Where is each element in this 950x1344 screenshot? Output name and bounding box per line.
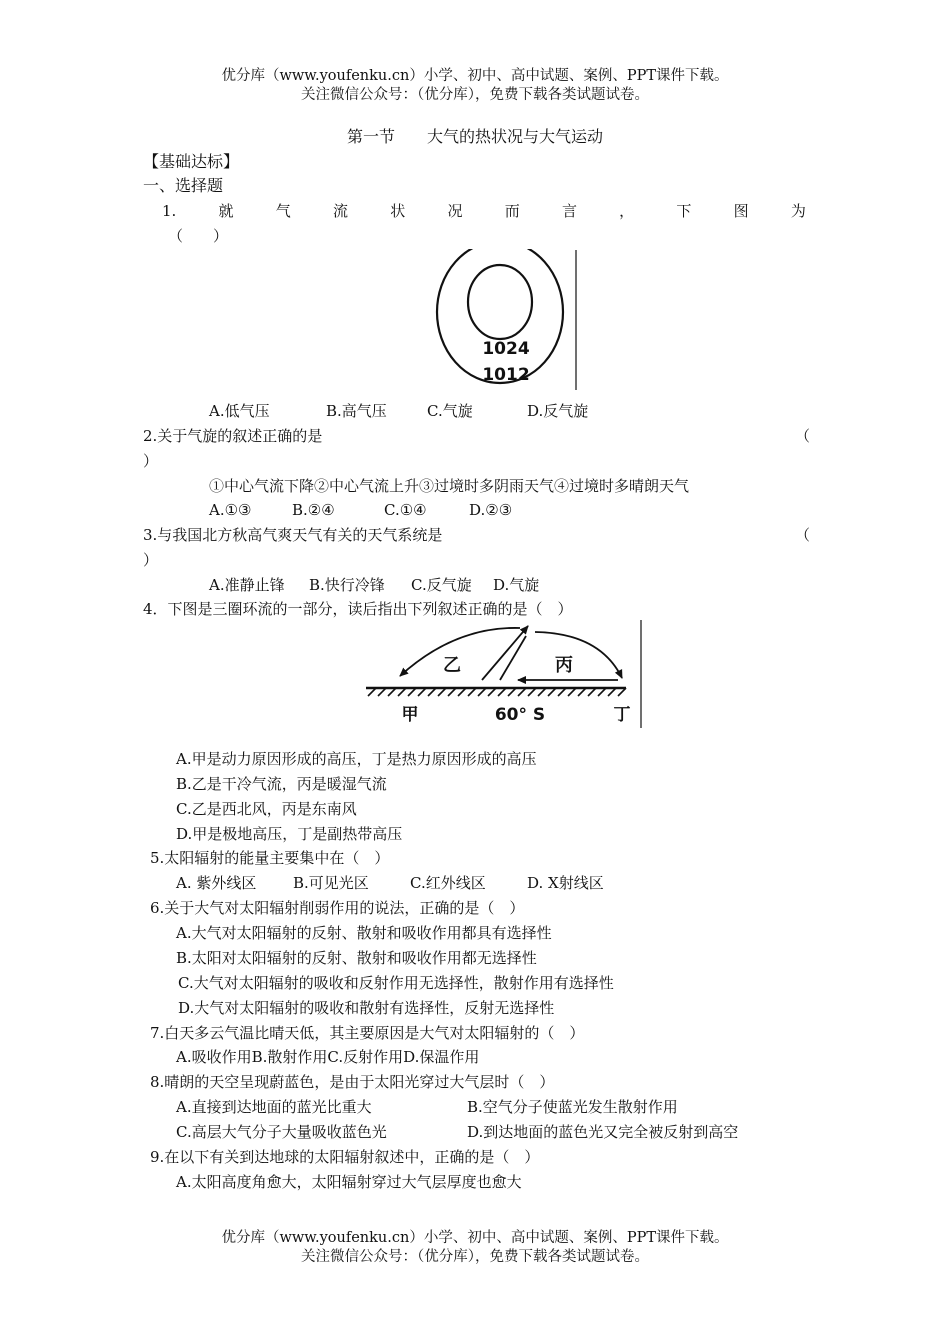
- q4-option-c: C.乙是西北风，丙是东南风: [176, 800, 357, 818]
- q5-option-b: B.可见光区: [293, 874, 369, 892]
- q8-stem: 8.晴朗的天空呈现蔚蓝色，是由于太阳光穿过大气层时（ ）: [150, 1073, 555, 1091]
- q1-token: 为: [790, 202, 806, 220]
- q2-option-d: D.②③: [469, 501, 513, 519]
- q1-token: 图: [733, 202, 749, 220]
- q1-option-c: C.气旋: [427, 402, 473, 420]
- q1-token: 言: [561, 202, 577, 220]
- upper-right-arrow: [535, 632, 622, 678]
- q1-token: 而: [504, 202, 520, 220]
- isobar-label-1012: 1012: [482, 365, 530, 385]
- page-title: 第一节 大气的热状况与大气运动: [346, 127, 603, 146]
- q3-option-d: D.气旋: [493, 576, 540, 594]
- header-line-2: 关注微信公众号：（优分库），免费下载各类试题试卷。: [301, 87, 649, 103]
- label-yi: 乙: [443, 655, 461, 676]
- q5-option-a: A. 紫外线区: [176, 874, 257, 892]
- q1-token: 流: [333, 202, 349, 220]
- q4-option-b: B.乙是干冷气流，丙是暖湿气流: [176, 775, 387, 793]
- q7-options: A.吸收作用B.散射作用C.反射作用D.保温作用: [176, 1048, 480, 1066]
- q6-option-a: A.大气对太阳辐射的反射、散射和吸收作用都具有选择性: [176, 924, 552, 942]
- q1-answer-bracket: （ ）: [168, 227, 229, 245]
- q3-option-c: C.反气旋: [411, 576, 472, 594]
- q2-bracket-open: （: [795, 427, 811, 445]
- q2-option-a: A.①③: [209, 501, 252, 519]
- q1-stem: [162, 201, 806, 221]
- part-heading: 一、选择题: [143, 176, 224, 195]
- q6-option-b: B.太阳对太阳辐射的反射、散射和吸收作用都无选择性: [176, 949, 537, 967]
- q8-option-c: C.高层大气分子大量吸收蓝色光: [176, 1123, 387, 1141]
- q3-stem: 3.与我国北方秋高气爽天气有关的天气系统是: [143, 526, 443, 544]
- q5-stem: 5.太阳辐射的能量主要集中在（ ）: [150, 849, 390, 867]
- q1-token: 状: [390, 202, 406, 220]
- q3-option-b: B.快行冷锋: [309, 576, 385, 594]
- footer-line-2: 关注微信公众号：（优分库），免费下载各类试题试卷。: [301, 1249, 649, 1265]
- circulation-diagram: [360, 618, 650, 730]
- q2-option-c: C.①④: [384, 501, 427, 519]
- section-heading: 【基础达标】: [143, 152, 240, 171]
- isobar-diagram: [430, 244, 590, 394]
- q9-stem: 9.在以下有关到达地球的太阳辐射叙述中，正确的是（ ）: [150, 1148, 540, 1166]
- ground-hatching: [368, 688, 626, 696]
- isobar-label-1024: 1024: [482, 339, 530, 359]
- q1-token: 下: [676, 202, 692, 220]
- q3-option-a: A.准静止锋: [209, 576, 285, 594]
- q1-option-b: B.高气压: [326, 402, 387, 420]
- q3-bracket-open: （: [795, 526, 811, 544]
- q6-option-c: C.大气对太阳辐射的吸收和反射作用无选择性，散射作用有选择性: [178, 974, 614, 992]
- q2-statements: ①中心气流下降②中心气流上升③过境时多阴雨天气④过境时多晴朗天气: [209, 477, 690, 495]
- label-latitude: 60° S: [494, 705, 546, 725]
- q1-token: 就: [218, 202, 234, 220]
- q1-token: 况: [447, 202, 463, 220]
- label-bing: 丙: [555, 655, 573, 676]
- q2-stem: 2.关于气旋的叙述正确的是: [143, 427, 323, 445]
- q9-option-a: A.太阳高度角愈大，太阳辐射穿过大气层厚度也愈大: [176, 1173, 522, 1191]
- q1-token: 气: [275, 202, 291, 220]
- q1-token: 1.: [162, 202, 177, 220]
- q6-stem: 6.关于大气对太阳辐射削弱作用的说法，正确的是（ ）: [150, 899, 525, 917]
- q6-option-d: D.大气对太阳辐射的吸收和散射有选择性，反射无选择性: [178, 999, 555, 1017]
- q5-option-c: C.红外线区: [410, 874, 486, 892]
- header-line-1: 优分库（www.youfenku.cn）小学、初中、高中试题、案例、PPT课件下载。: [221, 68, 729, 84]
- label-ding: 丁: [613, 705, 631, 725]
- q4-option-a: A.甲是动力原因形成的高压，丁是热力原因形成的高压: [176, 750, 537, 768]
- q8-option-d: D.到达地面的蓝色光又完全被反射到高空: [467, 1123, 739, 1141]
- q1-option-a: A.低气压: [209, 402, 270, 420]
- q7-stem: 7.白天多云气温比晴天低，其主要原因是大气对太阳辐射的（ ）: [150, 1024, 585, 1042]
- q3-bracket-close: ）: [143, 551, 159, 569]
- isobar-inner: [468, 265, 532, 339]
- q4-stem: 4．下图是三圈环流的一部分，读后指出下列叙述正确的是（ ）: [143, 600, 573, 618]
- q1-option-d: D.反气旋: [527, 402, 589, 420]
- footer-line-1: 优分库（www.youfenku.cn）小学、初中、高中试题、案例、PPT课件下载。: [221, 1230, 729, 1246]
- q8-option-b: B.空气分子使蓝光发生散射作用: [467, 1098, 678, 1116]
- q2-bracket-close: ）: [143, 452, 159, 470]
- q5-option-d: D. X射线区: [527, 874, 604, 892]
- q1-token: ，: [619, 202, 635, 220]
- q4-option-d: D.甲是极地高压，丁是副热带高压: [176, 825, 403, 843]
- q2-option-b: B.②④: [292, 501, 335, 519]
- q8-option-a: A.直接到达地面的蓝光比重大: [176, 1098, 372, 1116]
- label-jia: 甲: [401, 705, 419, 725]
